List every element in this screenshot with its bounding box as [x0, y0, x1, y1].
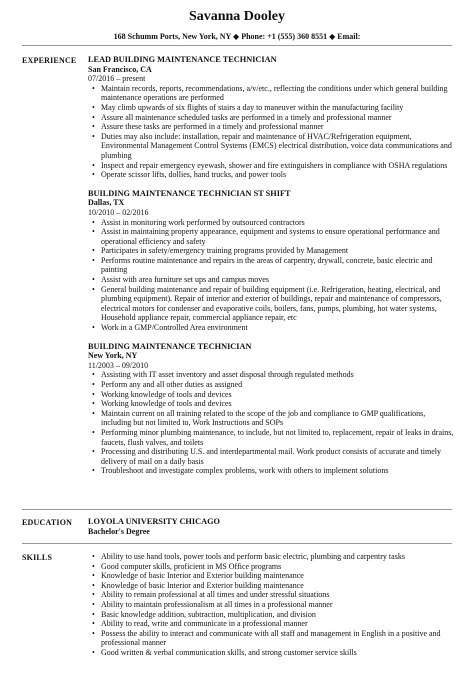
degree: Bachelor's Degree — [88, 526, 150, 536]
list-item: • Good computer skills, proficient in MS Office programs — [88, 562, 454, 572]
job-entry — [88, 55, 454, 180]
school-name: LOYOLA UNIVERSITY CHICAGO — [88, 517, 221, 526]
list-item: • Participates in safety/emergency training programs provided by Management — [88, 246, 454, 256]
list-item: • Possess the ability to interact and communicate with all staff and management in English in a positive and professional manner — [88, 629, 454, 648]
job-dates: 10/2010 – 02/2016 — [88, 207, 149, 217]
job-title: BUILDING MAINTENANCE TECHNICIAN ST SHIFT — [88, 188, 291, 198]
job-dates: 07/2016 – present — [88, 74, 146, 84]
list-item: • Inspect and repair emergency eyewash, shower and fire extinguishers in compliance with OSHA regulations — [88, 161, 454, 171]
job-location: New York, NY — [88, 351, 138, 361]
skills-list — [88, 552, 454, 658]
list-item: • Assist in monitoring work performed by outsourced contractors — [88, 218, 454, 228]
list-item: • Ability to remain professional at all times and under stressful situations — [88, 590, 454, 600]
list-item: • General building maintenance and repair of building equipment (i.e. Refrigeration, heating, electrical, and plumbing equipment). Repair of interior and exterior of buildings, repair and maintenance of compressors, electrical motors for condenser and evaporative coils, boilers, fans, pumps, plumbing, hot water systems, Household appliance repair, commercial appliance repair, etc — [88, 285, 454, 323]
list-item: • Assisting with IT asset inventory and asset disposal through regulated methods — [88, 370, 454, 380]
education-section — [88, 517, 454, 536]
divider — [22, 45, 452, 46]
skills-section — [88, 552, 454, 658]
job-entry — [88, 342, 454, 476]
divider — [22, 543, 452, 544]
job-bullets — [88, 370, 454, 476]
list-item: • Ability to maintain professionalism at all times in a professional manner — [88, 600, 454, 610]
job-entry — [88, 189, 454, 333]
contact-line: 168 Schumm Ports, New York, NY ◆ Phone: +1 (555) 360 8551 ◆ Email: — [113, 32, 361, 41]
list-item: • Assure all maintenance scheduled tasks are performed in a timely and professional manner — [88, 113, 454, 123]
list-item: • Perform any and all other duties as assigned — [88, 380, 454, 390]
list-item: • May climb upwards of six flights of stairs a day to maneuver within the manufacturing facility — [88, 103, 454, 113]
list-item: • Ability to read, write and communicate in a professional manner — [88, 619, 454, 629]
list-item: • Maintain current on all training related to the scope of the job and compliance to GMP qualifications, including but not limited to, Work Instructions and SOPs — [88, 409, 454, 428]
list-item: • Operate scissor lifts, dollies, hand trucks, and power tools — [88, 170, 454, 180]
section-label-experience: EXPERIENCE — [22, 56, 77, 65]
list-item: • Work in a GMP/Controlled Area environment — [88, 323, 454, 333]
section-label-skills: SKILLS — [22, 553, 53, 562]
list-item: • Performs routine maintenance and repairs in the areas of carpentry, drywall, concrete, basic electric and painting — [88, 256, 454, 275]
list-item: • Performing minor plumbing maintenance, to include, but not limited to, replacement, repair of leaks in drains, faucets, flush valves, and toilets — [88, 428, 454, 447]
list-item: • Troubleshoot and investigate complex problems, work with others to implement solutions — [88, 466, 454, 476]
list-item: • Knowledge of basic Interior and Exterior building maintenance — [88, 581, 454, 591]
list-item: • Good written & verbal communication skills, and strong customer service skills — [88, 648, 454, 658]
list-item: • Maintain records, reports, recommendations, a/v/etc., reflecting the conditions under which general building maintenance operations are performed — [88, 84, 454, 103]
job-title: LEAD BUILDING MAINTENANCE TECHNICIAN — [88, 55, 277, 64]
list-item: • Knowledge of basic Interior and Exterior building maintenance — [88, 571, 454, 581]
experience-section — [88, 55, 454, 476]
job-dates: 11/2003 – 09/2010 — [88, 360, 149, 370]
job-bullets — [88, 84, 454, 180]
list-item: • Duties may also include: installation, repair and maintenance of HVAC/Refrigeration equipment, Environmental Management Control Systems (EMCS) electrical distribution, voice data communications and plumbing — [88, 132, 454, 161]
list-item: • Processing and distributing U.S. and interdepartmental mail. Work product consists of accurate and timely delivery of mail on a daily basis — [88, 447, 454, 466]
list-item: • Working knowledge of tools and devices — [88, 399, 454, 409]
section-label-education: EDUCATION — [22, 518, 73, 527]
list-item: • Assure these tasks are performed in a timely and professional manner — [88, 122, 454, 132]
job-title: BUILDING MAINTENANCE TECHNICIAN — [88, 341, 252, 351]
list-item: • Basic knowledge addition, subtraction, multiplication, and division — [88, 610, 454, 620]
list-item: • Ability to use hand tools, power tools and perform basic electric, plumbing and carpentry tasks — [88, 552, 454, 562]
divider — [22, 509, 452, 510]
list-item: • Assist in maintaining property appearance, equipment and systems to ensure operational performance and operational efficiency and safety — [88, 227, 454, 246]
job-bullets — [88, 218, 454, 333]
candidate-name: Savanna Dooley — [188, 9, 286, 24]
list-item: • Assist with area furniture set ups and campus moves — [88, 275, 454, 285]
job-location: San Francisco, CA — [88, 64, 152, 74]
list-item: • Working knowledge of tools and devices — [88, 390, 454, 400]
job-location: Dallas, TX — [88, 198, 125, 208]
